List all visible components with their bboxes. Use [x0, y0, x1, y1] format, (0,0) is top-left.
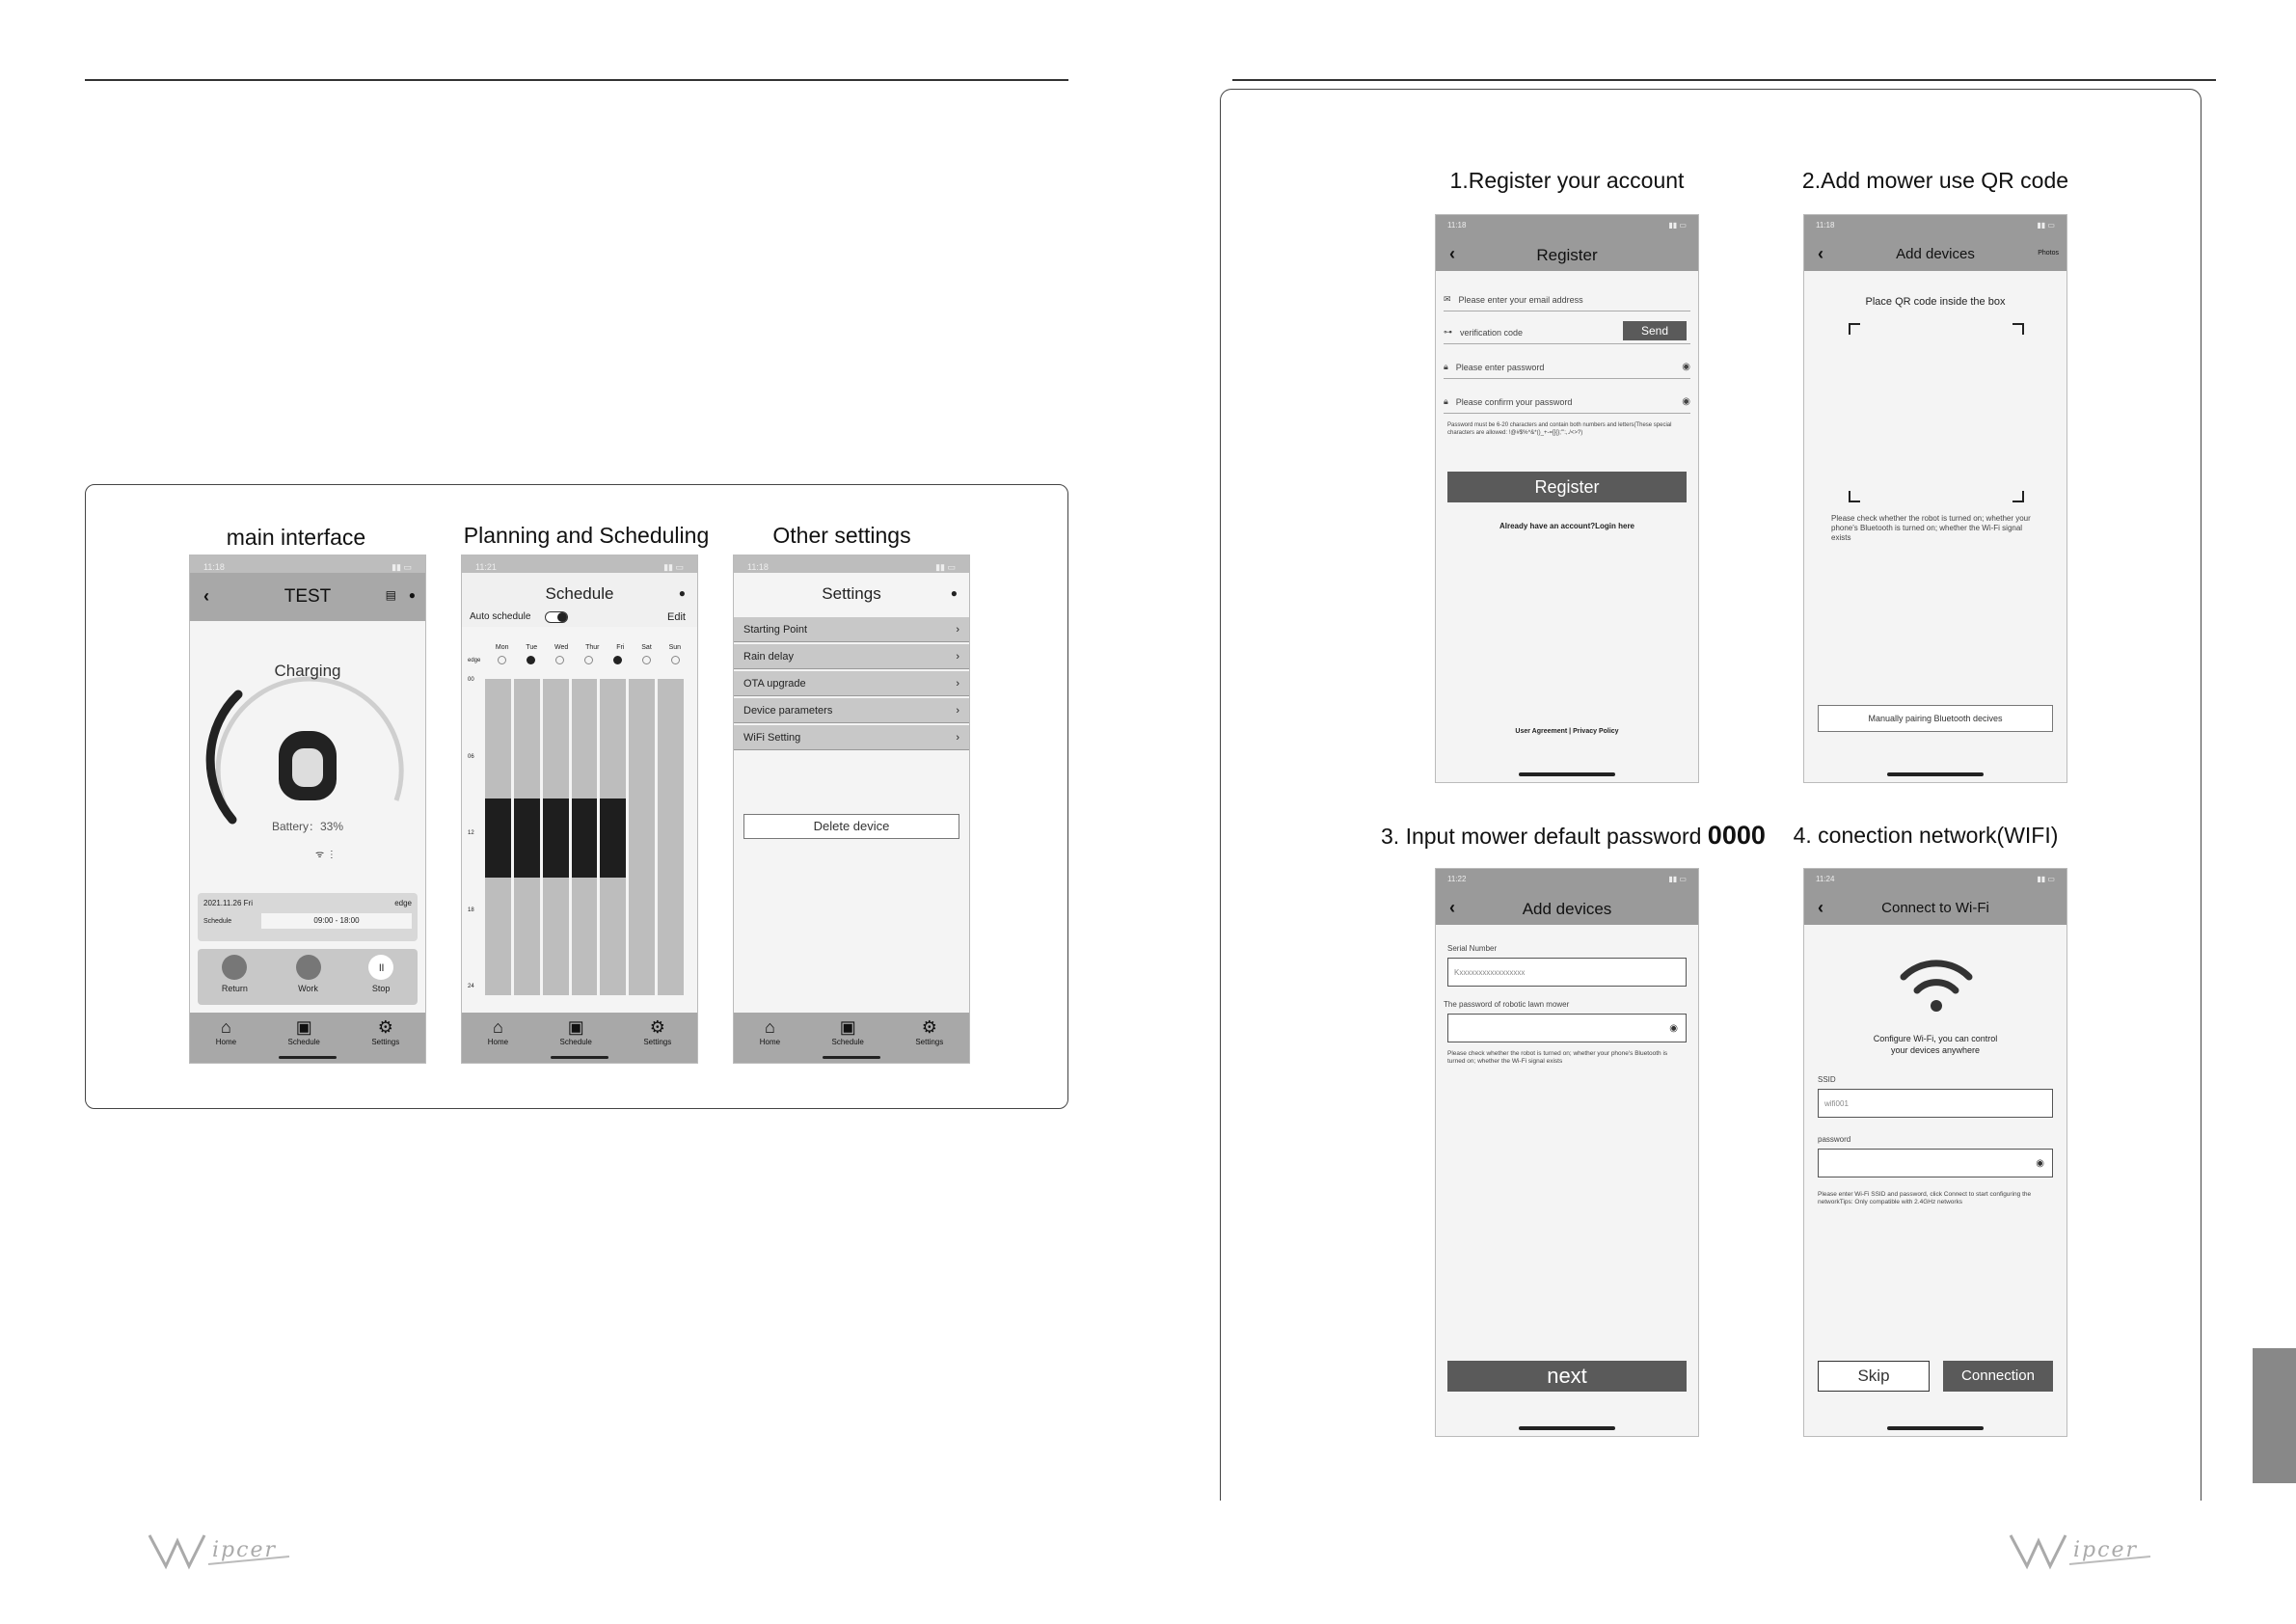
tab-home[interactable]: ⌂ Home: [759, 1017, 781, 1046]
left-top-rule: [85, 79, 1068, 81]
gear-icon: ⚙: [649, 1017, 665, 1037]
return-button[interactable]: Return: [222, 955, 248, 1005]
settings-title: Settings: [822, 584, 881, 603]
auto-schedule-toggle[interactable]: [545, 611, 568, 623]
wifi-config-text: Configure Wi-Fi, you can control your devices anywhere: [1873, 1034, 1998, 1055]
day-column[interactable]: [543, 679, 569, 995]
setting-starting-point[interactable]: Starting Point ›: [734, 617, 969, 642]
edge-label: edge: [468, 658, 481, 663]
register-title: Register: [1536, 246, 1598, 264]
lock-icon: 🔒︎: [1444, 362, 1448, 371]
key-icon: ⊶: [1444, 327, 1452, 337]
password-check-text: Please check whether the robot is turned on; whether your phone's Bluetooth is turned on; whether the Wi-Fi signal exists: [1447, 1050, 1668, 1065]
day-label: Fri: [616, 644, 625, 651]
brand-logo-right: [2006, 1528, 2160, 1581]
day-label: Sun: [668, 644, 682, 651]
calendar-icon: ▣: [295, 1017, 312, 1037]
chevron-right-icon: ›: [956, 650, 959, 663]
step4-caption: 4. conection network(WIFI): [1793, 823, 2059, 848]
caption-other-settings: Other settings: [772, 523, 911, 548]
gear-icon: ⚙: [377, 1017, 393, 1037]
qr-instruction: Place QR code inside the box: [1865, 296, 2006, 308]
home-icon: ⌂: [492, 1017, 503, 1037]
agreement-links[interactable]: User Agreement | Privacy Policy: [1515, 728, 1619, 735]
pause-circle-icon: ॥: [368, 955, 393, 980]
phone-schedule: [461, 555, 698, 1064]
tab-settings[interactable]: ⚙ Settings: [643, 1017, 672, 1046]
tab-schedule[interactable]: ▣ Schedule: [831, 1017, 864, 1046]
step3-text: 3. Input mower default password: [1381, 824, 1702, 849]
mower-password-label: The password of robotic lawn mower: [1444, 1000, 1570, 1009]
action-card: [198, 949, 418, 1005]
gear-icon: ⚙: [921, 1017, 937, 1037]
home-indicator: [823, 1056, 880, 1059]
send-code-button[interactable]: Send: [1623, 321, 1687, 340]
caption-main-interface: main interface: [226, 525, 366, 550]
setting-device-parameters[interactable]: Device parameters ›: [734, 698, 969, 723]
right-top-rule: [1232, 79, 2216, 81]
day-label: Thur: [585, 644, 600, 651]
tab-home[interactable]: ⌂ Home: [215, 1017, 237, 1046]
edge-radio[interactable]: [527, 656, 535, 664]
home-indicator: [551, 1056, 608, 1059]
tab-schedule[interactable]: ▣ Schedule: [287, 1017, 320, 1046]
info-card: [198, 893, 418, 941]
qr-check-text: Please check whether the robot is turned on; whether your phone's Bluetooth is turned on; whether the Wi-Fi signal exists: [1831, 514, 2031, 542]
status-time: 11:18: [1447, 221, 1467, 230]
wifi-password-input[interactable]: [1818, 1149, 2053, 1177]
phone-register: [1435, 214, 1699, 783]
back-icon[interactable]: ‹: [1818, 898, 1823, 917]
status-bar: 11:21 ▮▮ ▭: [462, 555, 697, 573]
day-header-row: [487, 644, 689, 651]
nav-bar: [1436, 869, 1698, 925]
svg-text:ipcer: ipcer: [2073, 1538, 2138, 1562]
setting-rain-delay[interactable]: Rain delay ›: [734, 644, 969, 669]
back-icon[interactable]: ‹: [1449, 898, 1455, 917]
eye-icon[interactable]: ◉: [1669, 1022, 1678, 1034]
home-indicator: [1519, 772, 1615, 776]
day-column[interactable]: [658, 679, 684, 995]
work-block: [572, 798, 598, 878]
brand-logo-left: [145, 1528, 299, 1581]
hour-axis: 00 06 12 18 24: [468, 677, 474, 989]
phone-qr-scan: [1803, 214, 2067, 783]
phone-main-interface: [189, 555, 426, 1064]
schedule-grid: [485, 679, 684, 995]
help-icon[interactable]: ●: [408, 588, 416, 602]
mower-password-input[interactable]: [1447, 1014, 1687, 1042]
step3-code: 0000: [1707, 821, 1766, 850]
mower-cover: [292, 748, 323, 787]
edge-radio-row: [487, 656, 689, 664]
status-time: 11:22: [1447, 875, 1467, 883]
schedule-label: Schedule: [203, 918, 232, 925]
serial-label: Serial Number: [1447, 944, 1498, 953]
mail-icon: ✉: [1444, 294, 1451, 304]
work-block: [485, 798, 511, 878]
work-block: [600, 798, 626, 878]
step1-caption: 1.Register your account: [1449, 168, 1685, 193]
status-bar: 11:18 ▮▮ ▭: [734, 555, 969, 573]
mower-image: [279, 731, 337, 800]
help-icon[interactable]: ●: [678, 586, 686, 600]
day-label: Tue: [526, 644, 538, 651]
tab-schedule[interactable]: ▣ Schedule: [559, 1017, 592, 1046]
verification-field[interactable]: ⊶ verification code: [1444, 321, 1690, 344]
schedule-title: Schedule: [545, 584, 614, 603]
back-icon[interactable]: ‹: [1818, 244, 1823, 263]
date-text: 2021.11.26 Fri: [203, 899, 253, 907]
home-icon: ⌂: [220, 1017, 231, 1037]
mode-text: edge: [394, 899, 412, 907]
chevron-right-icon: ›: [956, 623, 959, 636]
auto-schedule-label: Auto schedule: [470, 611, 531, 622]
caption-planning: Planning and Scheduling: [463, 523, 710, 548]
photos-button[interactable]: Photos: [2038, 250, 2059, 257]
tab-home[interactable]: ⌂ Home: [487, 1017, 509, 1046]
tab-settings[interactable]: ⚙ Settings: [915, 1017, 944, 1046]
home-indicator: [1519, 1426, 1615, 1430]
back-icon[interactable]: ‹: [203, 586, 209, 606]
home-indicator: [279, 1056, 337, 1059]
chevron-right-icon: ›: [956, 704, 959, 717]
qr-frame: [1849, 323, 2024, 502]
home-circle-icon: [222, 955, 247, 980]
play-circle-icon: [296, 955, 321, 980]
home-indicator: [1887, 772, 1984, 776]
svg-text:ipcer: ipcer: [212, 1538, 277, 1562]
schedule-time: 09:00 - 18:00: [261, 913, 412, 929]
wifi-title: Connect to Wi-Fi: [1881, 900, 1989, 916]
delete-device-button[interactable]: Delete device: [743, 814, 959, 839]
password-field[interactable]: 🔒︎ Please enter password ◉: [1444, 356, 1690, 379]
password-rule-text: Password must be 6-20 characters and contain both numbers and letters(These special characters are allowed: !@#$%^&*()_+-=[]{};'":,./<>?): [1447, 422, 1672, 436]
eye-icon[interactable]: ◉: [2036, 1157, 2044, 1169]
email-field[interactable]: ✉ Please enter your email address: [1444, 288, 1690, 311]
ssid-input[interactable]: wifi001: [1818, 1089, 2053, 1118]
day-column[interactable]: [485, 679, 511, 995]
device-title: TEST: [284, 586, 332, 607]
day-column[interactable]: [629, 679, 655, 995]
log-icon[interactable]: ▤: [385, 588, 396, 602]
setting-wifi[interactable]: WiFi Setting ›: [734, 725, 969, 750]
step2-caption: 2.Add mower use QR code: [1801, 168, 2069, 193]
tab-settings[interactable]: ⚙ Settings: [371, 1017, 400, 1046]
status-bar: 11:18 ▮▮ ▭: [190, 555, 425, 573]
work-block: [514, 798, 540, 878]
status-icons: ▮▮ ▭: [1668, 875, 1687, 883]
add-devices-title: Add devices: [1522, 900, 1612, 918]
status-time: 11:18: [1816, 221, 1835, 230]
day-label: Mon: [495, 644, 509, 651]
page-edge-tab: [2253, 1348, 2296, 1483]
manual-pairing-button[interactable]: Manually pairing Bluetooth decives: [1818, 705, 2053, 732]
register-button[interactable]: Register: [1447, 472, 1687, 502]
help-icon[interactable]: ●: [950, 586, 958, 600]
wifi-icon: [1898, 956, 1975, 1015]
add-devices-title: Add devices: [1896, 246, 1975, 262]
nav-bar: [1804, 869, 2066, 925]
home-indicator: [1887, 1426, 1984, 1430]
chevron-right-icon: ›: [956, 677, 959, 690]
phone-wifi-connect: [1803, 868, 2067, 1437]
login-link[interactable]: Already have an account?Login here: [1499, 522, 1635, 530]
skip-button[interactable]: Skip: [1818, 1361, 1930, 1392]
wifi-small-icon: ᯤ ⋮: [315, 850, 337, 860]
home-icon: ⌂: [764, 1017, 775, 1037]
day-column[interactable]: [572, 679, 598, 995]
nav-bar: [1804, 215, 2066, 271]
nav-bar: [1436, 215, 1698, 271]
battery-level: Battery：33%: [271, 820, 344, 833]
phone-device-password: [1435, 868, 1699, 1437]
serial-number-input[interactable]: Kxxxxxxxxxxxxxxxxx: [1447, 958, 1687, 987]
schedule-header: [462, 573, 697, 627]
edge-radio[interactable]: [555, 656, 564, 664]
edge-radio[interactable]: [613, 656, 622, 664]
status-icons: ▮▮ ▭: [1668, 221, 1687, 230]
wifi-hint-text: Please enter Wi-Fi SSID and password, click Connect to start configuring the networkTips: Only compatible with 2.4GHz networks: [1818, 1191, 2032, 1205]
confirm-password-field[interactable]: 🔒︎ Please confirm your password ◉: [1444, 391, 1690, 414]
status-icons: ▮▮ ▭: [2037, 221, 2055, 230]
connection-button[interactable]: Connection: [1943, 1361, 2053, 1392]
nav-bar: [190, 573, 425, 621]
edge-radio[interactable]: [671, 656, 680, 664]
day-label: Sat: [641, 644, 652, 651]
lock-icon: 🔒︎: [1444, 396, 1448, 406]
next-button[interactable]: next: [1447, 1361, 1687, 1392]
day-column[interactable]: [600, 679, 626, 995]
calendar-icon: ▣: [567, 1017, 584, 1037]
work-block: [543, 798, 569, 878]
calendar-icon: ▣: [839, 1017, 856, 1037]
edit-button[interactable]: Edit: [667, 611, 686, 623]
phone-settings: [733, 555, 970, 1064]
eye-icon[interactable]: ◉: [1682, 396, 1690, 407]
status-icons: ▮▮ ▭: [2037, 875, 2055, 883]
edge-radio[interactable]: [642, 656, 651, 664]
setting-ota-upgrade[interactable]: OTA upgrade ›: [734, 671, 969, 696]
back-icon[interactable]: ‹: [1449, 244, 1455, 263]
work-button[interactable]: Work: [296, 955, 321, 1005]
wifi-password-label: password: [1818, 1135, 1851, 1144]
stop-button[interactable]: ॥ Stop: [368, 955, 393, 1005]
day-label: Wed: [554, 644, 569, 651]
edge-radio[interactable]: [584, 656, 593, 664]
chevron-right-icon: ›: [956, 731, 959, 744]
edge-radio[interactable]: [498, 656, 506, 664]
ssid-label: SSID: [1818, 1075, 1836, 1084]
status-time: 11:24: [1816, 875, 1835, 883]
eye-icon[interactable]: ◉: [1682, 362, 1690, 372]
day-column[interactable]: [514, 679, 540, 995]
charging-status: Charging: [274, 662, 341, 680]
step3-caption: [1381, 821, 1766, 851]
